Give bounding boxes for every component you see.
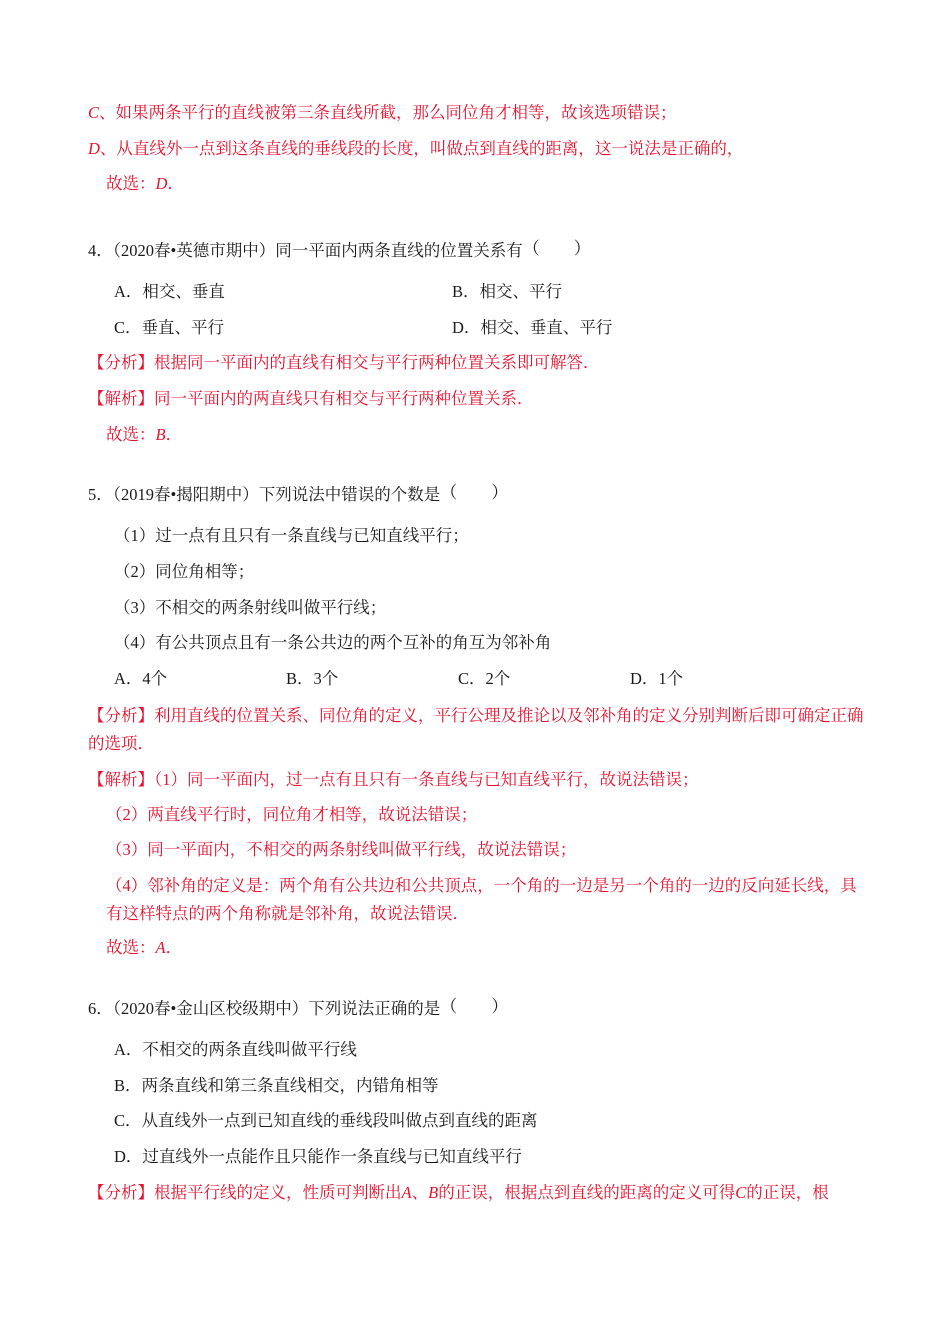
answer-prefix: 故选： xyxy=(106,424,156,444)
question-4-options-row-2 xyxy=(88,315,866,342)
question-5-number: 5． xyxy=(88,485,113,505)
question-5-statement-2: （2）同位角相等； xyxy=(114,561,255,581)
question-5-stem xyxy=(88,479,866,509)
question-4-stem xyxy=(88,235,866,265)
question-5-option-a[interactable]: A．4个 xyxy=(114,669,168,689)
analysis-text: 利用直线的位置关系、同位角的定义，平行公理及推论以及邻补角的定义分别判断后即可确定正确的选项． xyxy=(88,705,864,754)
spacer xyxy=(88,457,866,463)
question-6-analysis xyxy=(88,1180,866,1207)
question-5-analysis xyxy=(88,702,866,759)
question-5-option-d[interactable]: D．1个 xyxy=(630,669,684,689)
question-6-source: （2020春•金山区校级期中） xyxy=(112,999,309,1019)
analysis-text-3: 的正误，根据点到直线的距离的定义可得 xyxy=(438,1182,736,1202)
question-4-answer xyxy=(88,422,866,449)
question-4-paren: （ ） xyxy=(522,239,591,259)
analysis-var-c: C xyxy=(735,1182,747,1202)
analysis-text-2: 、 xyxy=(411,1182,429,1202)
analysis-label: 【分析】 xyxy=(88,1182,154,1202)
question-4-option-d[interactable]: D．相交、垂直、平行 xyxy=(452,317,613,337)
question-6-option-a[interactable]: A．不相交的两条直线叫做平行线 xyxy=(114,1039,357,1059)
answer-suffix: ． xyxy=(165,424,183,444)
explanation-line-d xyxy=(88,136,866,163)
question-4-option-a[interactable]: A．相交、垂直 xyxy=(114,281,225,301)
option-label-c: C xyxy=(88,103,100,122)
spacer xyxy=(88,207,866,219)
question-5-source: （2019春•揭阳期中） xyxy=(112,485,259,505)
solution-label: 【解析】 xyxy=(88,389,154,409)
explanation-line-c xyxy=(88,100,866,127)
analysis-label: 【分析】 xyxy=(88,353,154,373)
question-5-paren: （ ） xyxy=(440,483,509,503)
solution-label: 【解析】 xyxy=(88,769,154,789)
answer-value: D xyxy=(155,174,168,194)
question-5-solution-head xyxy=(88,766,866,794)
question-4-solution xyxy=(88,386,866,413)
question-4-number: 4． xyxy=(88,241,113,261)
question-4-option-b[interactable]: B．相交、平行 xyxy=(452,281,563,301)
question-5-solution-3: （3）同一平面内，不相交的两条射线叫做平行线，故说法错误； xyxy=(106,840,577,860)
answer-suffix: ． xyxy=(167,174,184,194)
analysis-text: 根据同一平面内的直线有相交与平行两种位置关系即可解答． xyxy=(154,353,600,373)
analysis-text-1: 根据平行线的定义，性质可判断出 xyxy=(154,1182,402,1202)
answer-prefix: 故选： xyxy=(106,174,156,194)
question-5-text: 下列说法中错误的个数是 xyxy=(258,485,441,505)
question-4-options-row-1 xyxy=(88,279,866,306)
spacer xyxy=(88,971,866,977)
question-5-solution-4: （4）邻补角的定义是：两个角有公共边和公共顶点，一个角的一边是另一个角的一边的反向延长线，具有这样特点的两个角称就是邻补角，故说法错误． xyxy=(106,875,857,924)
question-4-option-c[interactable]: C．垂直、平行 xyxy=(114,317,225,337)
question-5-option-c[interactable]: C．2个 xyxy=(458,669,511,689)
question-6-number: 6． xyxy=(88,999,113,1019)
answer-value: A xyxy=(155,938,166,958)
question-6-stem xyxy=(88,993,866,1023)
question-6-text: 下列说法正确的是 xyxy=(308,999,441,1019)
answer-line-3 xyxy=(88,171,866,198)
answer-value: B xyxy=(155,424,166,444)
analysis-var-b: B xyxy=(428,1182,439,1202)
question-4-analysis xyxy=(88,350,866,377)
solution-text: 同一平面内的两直线只有相交与平行两种位置关系． xyxy=(154,389,534,409)
question-5-statement-3: （3）不相交的两条射线叫做平行线； xyxy=(114,597,387,617)
solution-text-1: （1）同一平面内，过一点有且只有一条直线与已知直线平行，故说法错误； xyxy=(154,769,699,789)
question-5-options-row xyxy=(88,666,866,693)
analysis-var-a: A xyxy=(401,1182,412,1202)
explanation-text-d: 、从直线外一点到这条直线的垂线段的长度，叫做点到直线的距离，这一说法是正确的， xyxy=(99,138,744,158)
question-5-statement-1: （1）过一点有且只有一条直线与已知直线平行； xyxy=(114,526,469,546)
analysis-label: 【分析】 xyxy=(88,705,154,725)
question-6-paren: （ ） xyxy=(440,997,509,1017)
analysis-text-4: 的正误，根 xyxy=(746,1182,829,1202)
answer-prefix: 故选： xyxy=(106,938,156,958)
question-6-option-d[interactable]: D．过直线外一点能作且只能作一条直线与已知直线平行 xyxy=(114,1147,522,1166)
question-4-source: （2020春•英德市期中） xyxy=(112,241,276,261)
question-5-statement-4: （4）有公共顶点且有一条公共边的两个互补的角互为邻补角 xyxy=(114,633,552,653)
question-5-option-b[interactable]: B．3个 xyxy=(286,669,339,689)
document-content xyxy=(88,100,866,1215)
answer-suffix: ． xyxy=(165,938,183,958)
question-5-solution-2: （2）两直线平行时，同位角才相等，故说法错误； xyxy=(106,804,478,824)
question-6-option-b[interactable]: B．两条直线和第三条直线相交，内错角相等 xyxy=(114,1075,439,1095)
explanation-text-c: 、如果两条平行的直线被第三条直线所截，那么同位角才相等，故该选项错误； xyxy=(99,103,677,122)
question-4-text: 同一平面内两条直线的位置关系有 xyxy=(275,241,523,261)
question-6-option-c[interactable]: C．从直线外一点到已知直线的垂线段叫做点到直线的距离 xyxy=(114,1111,538,1131)
option-label-d: D xyxy=(88,138,100,158)
question-5-answer xyxy=(88,935,866,962)
